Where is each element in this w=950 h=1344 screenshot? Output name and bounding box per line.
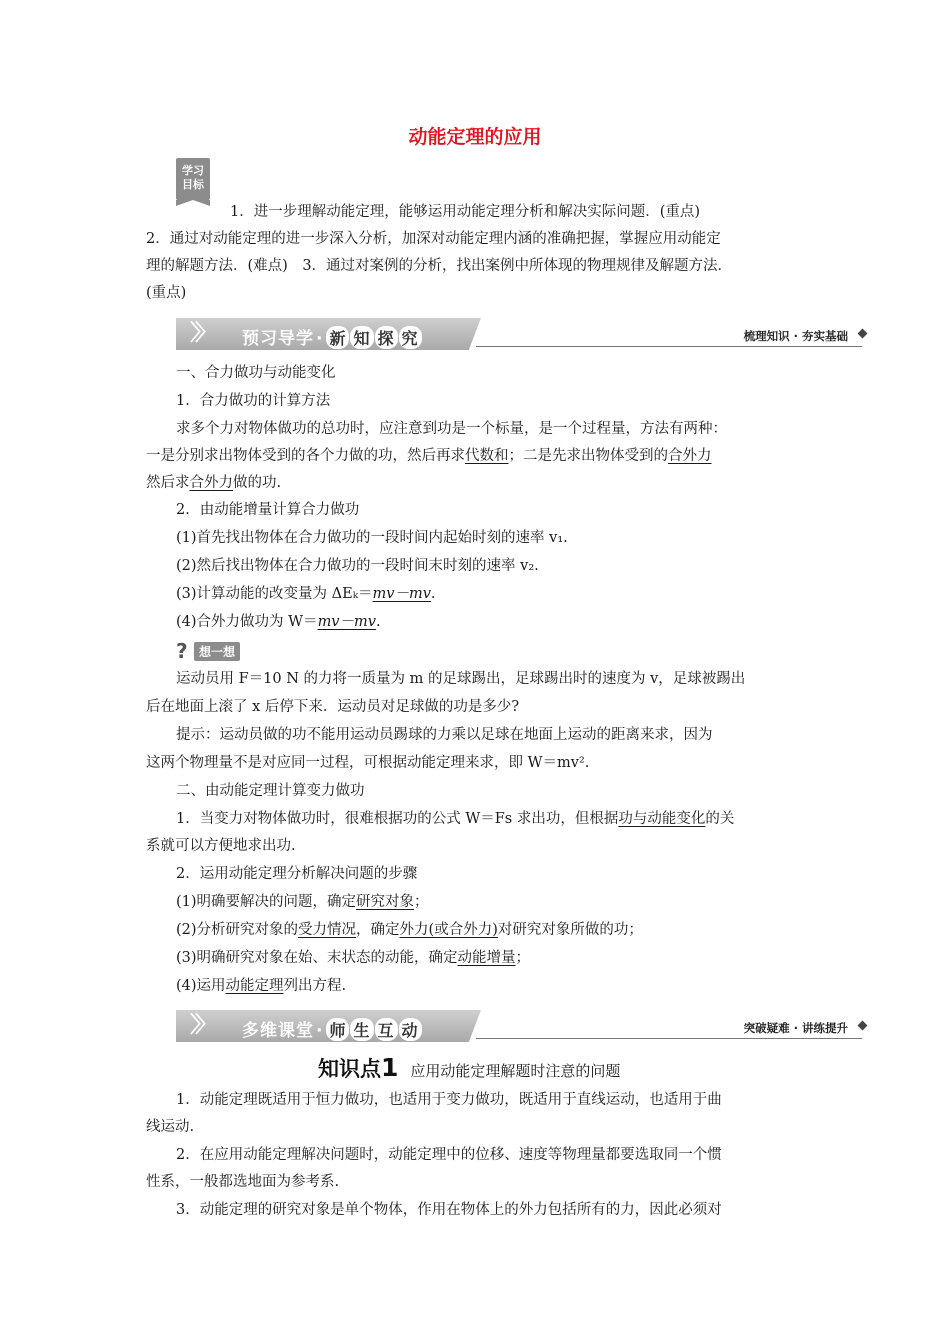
banner-chip: 新 xyxy=(326,326,349,349)
text-span: 的关 xyxy=(705,811,735,827)
text-span: . xyxy=(375,614,381,630)
question-line: 后在地面上滚了 x 后停下来．运动员对足球做的功是多少? xyxy=(146,699,520,715)
text-span: 做的功. xyxy=(233,475,282,491)
banner-chip: 生 xyxy=(350,1018,373,1041)
step-line xyxy=(176,612,381,632)
text-span: ； xyxy=(515,950,531,966)
learning-goals-badge xyxy=(176,158,210,200)
diamond-icon xyxy=(858,1021,868,1031)
goal-line-2: 2．通过对动能定理的进一步深入分析，加深对动能定理内涵的准确把握，掌握应用动能定 xyxy=(146,231,721,247)
answer-blank: 合外力 xyxy=(668,448,712,464)
diamond-icon xyxy=(858,329,868,339)
text-span: 然后求 xyxy=(146,475,190,491)
step-line xyxy=(176,892,429,912)
answer-blank: 研究对象 xyxy=(356,894,415,910)
banner-chip: 师 xyxy=(326,1018,349,1041)
step-line xyxy=(176,584,436,604)
kp-number: 1 xyxy=(381,1053,399,1082)
banner-right-text: 突破疑难 · 讲练提升 xyxy=(743,1021,848,1035)
kp-label-text: 知识点 xyxy=(318,1057,381,1081)
question-line: 运动员用 F＝10 N 的力将一质量为 m 的足球踢出，足球踢出时的速度为 v，足球被踢出 xyxy=(176,671,746,687)
hint-line: 这两个物理量不是对应同一过程，可根据动能定理来求，即 W＝mv². xyxy=(146,755,590,771)
banner-right-text: 梳理知识 · 夯实基础 xyxy=(743,329,848,343)
paragraph-line: 求多个力对物体做功的总功时，应注意到功是一个标量，是一个过程量，方法有两种： xyxy=(176,421,727,437)
double-chevron-icon: 〉〉 xyxy=(190,1013,212,1038)
badge-line-1: 学习 xyxy=(182,164,204,177)
paragraph-line: 系就可以方便地求出功. xyxy=(146,838,296,854)
paragraph-line: 线运动. xyxy=(146,1119,195,1135)
banner-label: 预习导学 · 新 知 探 究 xyxy=(242,324,422,349)
item-heading: 2．由动能增量计算合力做功 xyxy=(176,502,360,518)
text-span: (3)明确研究对象在始、末状态的动能，确定 xyxy=(176,950,458,966)
section-heading: 一、合力做功与动能变化 xyxy=(176,365,336,381)
text-span: 对研究对象所做的功； xyxy=(497,922,643,938)
paragraph-line: 1．动能定理既适用于恒力做功，也适用于变力做功，既适用于直线运动，也适用于曲 xyxy=(176,1092,722,1108)
answer-blank: 受力情况 xyxy=(298,922,357,938)
text-span: ；二是先求出物体受到的 xyxy=(508,448,668,464)
goal-line-1: 1．进一步理解动能定理，能够运用动能定理分析和解决实际问题．(重点) xyxy=(230,204,701,220)
step-line xyxy=(176,976,346,996)
answer-blank: mv－mv xyxy=(317,614,376,630)
hint-line: 提示：运动员做的功不能用运动员踢球的力乘以足球在地面上运动的距离来求，因为 xyxy=(176,727,713,743)
answer-blank: 功与动能变化 xyxy=(618,811,706,827)
text-span: (1)明确要解决的问题，确定 xyxy=(176,894,357,910)
think-tag: 想一想 xyxy=(194,642,240,661)
banner-chip: 究 xyxy=(399,326,422,349)
banner-label-text: 预习导学 xyxy=(242,329,314,349)
answer-blank: 外力(或合外力) xyxy=(399,922,498,938)
knowledge-point-title: 应用动能定理解题时注意的问题 xyxy=(410,1062,621,1080)
paragraph-line: 3．动能定理的研究对象是单个物体，作用在物体上的外力包括所有的力，因此必须对 xyxy=(176,1202,722,1218)
text-span: (3)计算动能的改变量为 ΔEₖ＝ xyxy=(176,586,373,602)
item-heading: 2．运用动能定理分析解决问题的步骤 xyxy=(176,866,418,882)
step-line xyxy=(176,920,643,940)
text-span: ，确定 xyxy=(356,922,400,938)
paragraph-line xyxy=(146,446,712,466)
step-line: (1)首先找出物体在合力做功的一段时间内起始时刻的速率 v₁. xyxy=(176,530,568,546)
text-span: ； xyxy=(414,894,429,910)
answer-blank: 动能定理 xyxy=(225,978,284,994)
answer-blank: mv－mv xyxy=(372,586,431,602)
page-title: 动能定理的应用 xyxy=(408,126,542,148)
section-heading: 二、由动能定理计算变力做功 xyxy=(176,783,365,799)
text-span: 1．当变力对物体做功时，很难根据功的公式 W＝Fs 求出功，但根据 xyxy=(176,811,619,827)
banner-chip: 动 xyxy=(399,1018,422,1041)
answer-blank: 代数和 xyxy=(465,448,509,464)
paragraph-line xyxy=(146,473,281,493)
step-line: (2)然后找出物体在合力做功的一段时间末时刻的速率 v₂. xyxy=(176,558,539,574)
banner-chip: 互 xyxy=(375,1018,398,1041)
item-heading: 1．合力做功的计算方法 xyxy=(176,393,331,409)
banner-label: 多维课堂 · 师 生 互 动 xyxy=(242,1016,422,1041)
section-banner-classroom xyxy=(176,1010,866,1044)
section-banner-preview xyxy=(176,318,866,352)
text-span: (4)合外力做功为 W＝ xyxy=(176,614,318,630)
banner-chip: 知 xyxy=(350,326,373,349)
text-span: 一是分别求出物体受到的各个力做的功，然后再求 xyxy=(146,448,465,464)
answer-blank: 动能增量 xyxy=(457,950,516,966)
banner-rule xyxy=(476,346,862,347)
goal-line-4: (重点) xyxy=(146,285,187,301)
double-chevron-icon: 〉〉 xyxy=(190,321,212,346)
paragraph-line xyxy=(176,809,734,829)
paragraph-line: 2．在应用动能定理解决问题时，动能定理中的位移、速度等物理量都要选取同一个惯 xyxy=(176,1147,722,1163)
badge-line-2: 目标 xyxy=(182,178,204,191)
answer-blank: 合外力 xyxy=(189,475,233,491)
goal-line-3: 理的解题方法．(难点) 3．通过对案例的分析，找出案例中所体现的物理规律及解题方法． xyxy=(146,258,733,274)
banner-rule xyxy=(476,1038,862,1039)
banner-chip: 探 xyxy=(375,326,398,349)
text-span: (4)运用 xyxy=(176,978,226,994)
question-mark-icon: ? xyxy=(176,639,188,663)
knowledge-point-label xyxy=(318,1053,399,1082)
text-span: 列出方程. xyxy=(283,978,347,994)
text-span: (2)分析研究对象的 xyxy=(176,922,299,938)
paragraph-line: 性系，一般都选地面为参考系. xyxy=(146,1174,340,1190)
text-span: . xyxy=(430,586,436,602)
banner-label-text: 多维课堂 xyxy=(242,1021,314,1041)
step-line xyxy=(176,948,530,968)
knowledge-point-heading xyxy=(318,1053,620,1083)
